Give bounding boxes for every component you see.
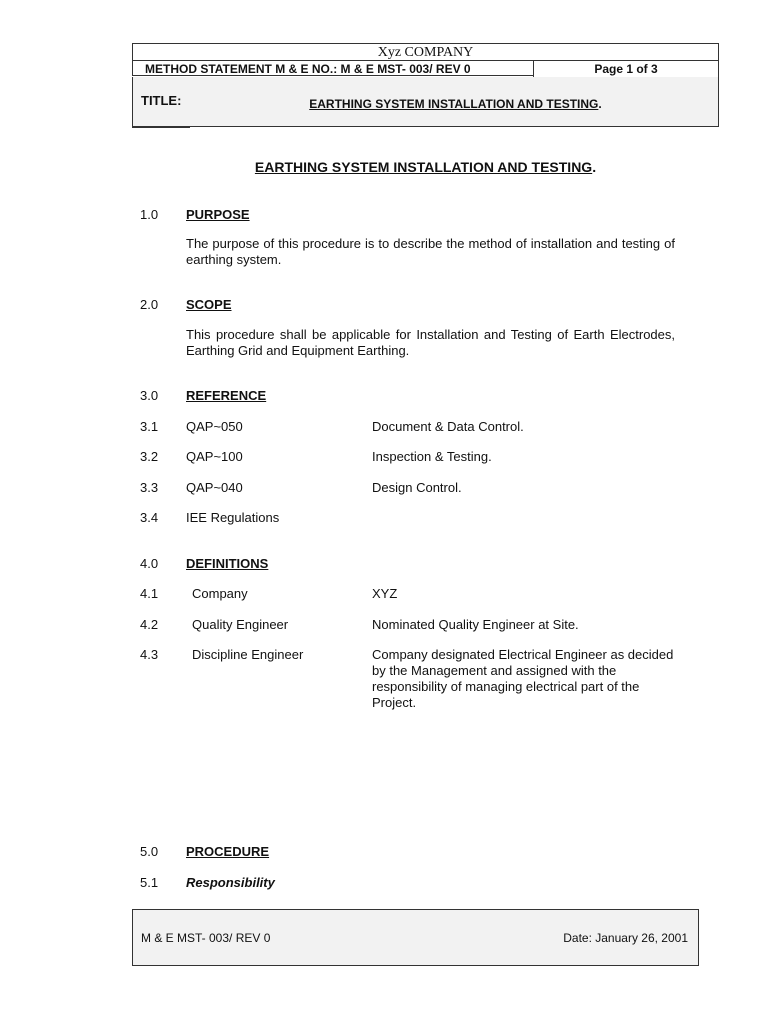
section-number-purpose: 1.0 bbox=[140, 207, 159, 222]
subsection-heading-responsibility: Responsibility bbox=[186, 875, 275, 890]
reference-item-code: QAP~100 bbox=[186, 449, 243, 464]
reference-item-number: 3.1 bbox=[140, 419, 159, 434]
reference-item-description: Design Control. bbox=[372, 480, 462, 495]
title-label-rule bbox=[132, 127, 190, 128]
reference-item-code: IEE Regulations bbox=[186, 510, 280, 525]
method-statement-number: METHOD STATEMENT M & E NO.: M & E MST- 003/ REV 0 bbox=[132, 60, 534, 76]
document-title-text: EARTHING SYSTEM INSTALLATION AND TESTING bbox=[254, 159, 593, 175]
reference-item-number: 3.3 bbox=[140, 480, 159, 495]
definition-item-number: 4.3 bbox=[140, 647, 159, 662]
section-heading-scope: SCOPE bbox=[186, 297, 232, 312]
section-heading-definitions: DEFINITIONS bbox=[186, 556, 269, 571]
footer-date: Date: January 26, 2001 bbox=[563, 931, 688, 945]
section-text-scope: This procedure shall be applicable for Installation and Testing of Earth Electrodes, Earthing Grid and Equipment Earthing. bbox=[186, 327, 675, 358]
document-footer bbox=[132, 909, 699, 966]
definition-term: Quality Engineer bbox=[192, 617, 289, 632]
reference-item-number: 3.4 bbox=[140, 510, 159, 525]
footer-document-number: M & E MST- 003/ REV 0 bbox=[141, 931, 271, 945]
definition-item-number: 4.2 bbox=[140, 617, 159, 632]
header-title-row bbox=[132, 77, 719, 127]
subsection-number-responsibility: 5.1 bbox=[140, 875, 159, 890]
section-number-reference: 3.0 bbox=[140, 388, 159, 403]
reference-item-number: 3.2 bbox=[140, 449, 159, 464]
page-indicator: Page 1 of 3 bbox=[533, 60, 719, 78]
definition-description: XYZ bbox=[372, 586, 398, 601]
definition-term: Discipline Engineer bbox=[192, 647, 304, 662]
header-title-value bbox=[133, 97, 718, 111]
section-number-procedure: 5.0 bbox=[140, 844, 159, 859]
document-title-suffix: . bbox=[592, 159, 597, 175]
reference-item-code: QAP~050 bbox=[186, 419, 243, 434]
title-label: TITLE: bbox=[141, 93, 182, 108]
header-title-suffix: . bbox=[598, 97, 602, 111]
reference-item-code: QAP~040 bbox=[186, 480, 243, 495]
reference-item-description: Inspection & Testing. bbox=[372, 449, 492, 464]
header-title-text: EARTHING SYSTEM INSTALLATION AND TESTING bbox=[309, 97, 599, 111]
definition-description: Company designated Electrical Engineer as decided by the Management and assigned with the responsibility of managing electrical part of the Project. bbox=[372, 647, 674, 710]
company-name: Xyz COMPANY bbox=[132, 43, 719, 61]
section-heading-purpose: PURPOSE bbox=[186, 207, 250, 222]
section-text-purpose: The purpose of this procedure is to describe the method of installation and testing of earthing system. bbox=[186, 236, 675, 267]
definition-description: Nominated Quality Engineer at Site. bbox=[372, 617, 579, 632]
section-heading-reference: REFERENCE bbox=[186, 388, 267, 403]
document-header bbox=[132, 43, 719, 127]
section-number-scope: 2.0 bbox=[140, 297, 159, 312]
document-title bbox=[132, 159, 719, 175]
definition-item-number: 4.1 bbox=[140, 586, 159, 601]
section-heading-procedure: PROCEDURE bbox=[186, 844, 270, 859]
reference-item-description: Document & Data Control. bbox=[372, 419, 524, 434]
definition-term: Company bbox=[192, 586, 248, 601]
section-number-definitions: 4.0 bbox=[140, 556, 159, 571]
